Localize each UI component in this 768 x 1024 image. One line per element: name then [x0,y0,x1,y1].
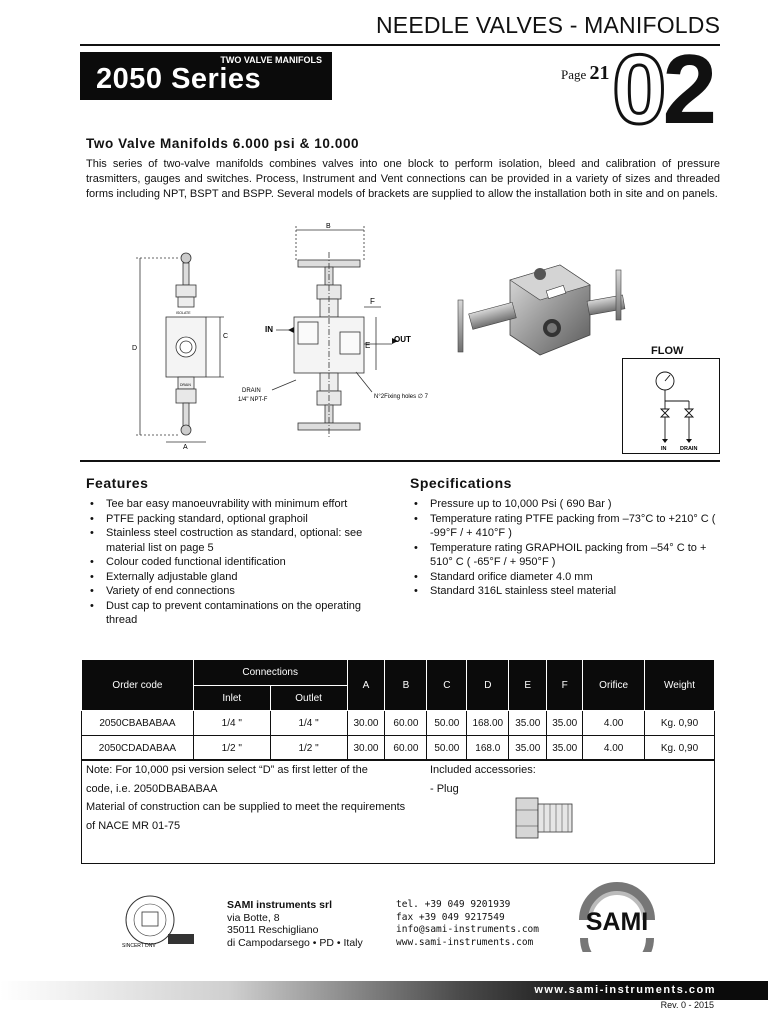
spec-item: • Standard orifice diameter 4.0 mm [411,570,721,585]
col-c: C [427,660,467,711]
feature-item: • Stainless steel costruction as standard, optional: see material list on page 5 [87,526,387,555]
dim-b-label: B [326,223,331,230]
fixing-holes-label: N°2Fixing holes ∅ 7 [374,394,428,400]
table-cell: 168.0 [467,736,509,761]
order-table [81,659,715,761]
in-arrow-icon [288,327,294,333]
table-cell: 2050CDADABAA [82,736,194,761]
series-banner [80,52,332,100]
contact-tel: tel. +39 049 9201939 [396,899,511,910]
col-a: A [347,660,385,711]
certification-seal-icon [120,890,198,950]
flow-label: FLOW [651,345,684,357]
dim-c-label: C [223,333,229,340]
table-cell: 1/4 " [193,711,270,736]
contact-web[interactable]: www.sami-instruments.com [396,936,534,948]
col-b: B [385,660,427,711]
section-number [612,34,714,144]
col-order-code: Order code [82,660,194,711]
flow-in-arrow-icon [662,439,668,443]
side-view-drawing [130,250,240,450]
revision-label: Rev. 0 - 2015 [660,1000,714,1010]
table-cell: 30.00 [347,736,385,761]
company-name: SAMI instruments srl [227,899,333,911]
col-inlet: Inlet [193,686,270,711]
accessories-title: Included accessories: [430,764,536,776]
intro-heading: Two Valve Manifolds 6.000 psi & 10.000 [86,136,360,151]
spec-item: • Temperature rating PTFE packing from –73°C to +210° C ( -99°F / + 410°F ) [411,512,721,541]
product-photo [440,240,630,380]
table-cell: 60.00 [385,711,427,736]
company-block [227,899,363,949]
drain-thread-label: 1/4" NPT-F [238,397,268,403]
col-outlet: Outlet [270,686,347,711]
section-digit-zero: 0 [612,34,663,144]
table-cell: Kg. 0,90 [645,711,715,736]
spec-item: • Standard 316L stainless steel material [411,584,721,599]
series-title: 2050 Series [96,63,262,95]
table-cell: 168.00 [467,711,509,736]
company-address: di Campodarsego • PD • Italy [227,936,363,949]
feature-item: • Externally adjustable gland [87,570,387,585]
note-line: code, i.e. 2050DBABABAA [86,782,218,795]
dim-d-label: D [132,345,138,352]
features-heading: Features [86,475,149,491]
table-cell: 50.00 [427,711,467,736]
page-label: Page [561,67,587,82]
table-cell: 4.00 [583,711,645,736]
col-e: E [509,660,547,711]
table-cell: 30.00 [347,711,385,736]
table-cell: 1/4 " [270,711,347,736]
table-cell: Kg. 0,90 [645,736,715,761]
table-cell: 35.00 [509,736,547,761]
plug-icon [506,794,576,842]
note-line: of NACE MR 01-75 [86,819,181,832]
col-weight: Weight [645,660,715,711]
isolate-tag: ISOLATE [176,311,191,315]
table-cell: 1/2 " [270,736,347,761]
feature-item: • Dust cap to prevent contaminations on the operating thread [87,599,387,628]
flow-schematic [623,359,719,453]
section-digit-two: 2 [662,34,714,144]
dim-f-label: F [370,297,375,306]
company-address: via Botte, 8 [227,911,280,924]
table-cell: 50.00 [427,736,467,761]
drain-label: DRAIN [242,388,261,394]
specifications-heading: Specifications [410,475,512,491]
category-title: NEEDLE VALVES - MANIFOLDS [376,12,721,38]
flow-drain-arrow-icon [686,439,692,443]
feature-item: • Variety of end connections [87,584,387,599]
page-indicator [561,62,610,85]
feature-item: • Tee bar easy manoeuvrability with minimum effort [87,497,387,512]
table-cell: 2050CBABABAA [82,711,194,736]
intro-paragraph: This series of two-valve manifolds combines valves into one block to perform isolation, bleed and calibration of pressure trasmitters, gauges and switches. Process, Instrument and Vent connections can be provided in a variety of sizes and threaded forms including NPT, BSPT and BSPP. Several models of brackets are supplied to allow the installation both in site and on panels. [86,158,720,200]
table-cell: 1/2 " [193,736,270,761]
in-label: IN [265,325,273,334]
flow-drain-label: DRAIN [680,446,698,452]
front-view-drawing [236,222,438,458]
table-cell: 60.00 [385,736,427,761]
company-address: 35011 Reschigliano [227,924,319,936]
cert-text: SINCERT DNV [122,943,156,949]
contact-block [396,899,539,949]
page-number: 21 [589,62,610,84]
note-line: Note: For 10,000 psi version select “D” as first letter of the [86,764,368,776]
table-row [82,736,715,761]
col-connections: Connections [193,660,347,686]
flow-diagram [622,358,720,454]
series-subtitle: TWO VALVE MANIFOLS [220,55,322,65]
drain-tag: DRAIN [180,383,191,387]
table-cell: 35.00 [547,711,583,736]
col-d: D [467,660,509,711]
col-f: F [547,660,583,711]
note-line: Material of construction can be supplied to meet the requirements [86,801,406,813]
out-label: OUT [394,335,411,344]
features-list [87,497,387,628]
flow-in-label: IN [661,446,667,452]
specifications-list [411,497,721,599]
feature-item: • PTFE packing standard, optional graphoil [87,512,387,527]
table-row [82,711,715,736]
table-cell: 4.00 [583,736,645,761]
section-divider [80,460,720,462]
dim-e-label: E [365,341,371,350]
contact-fax: fax +39 049 9217549 [396,911,505,923]
notes-text [86,761,416,835]
sami-logo [576,880,658,952]
table-cell: 35.00 [547,736,583,761]
col-orifice: Orifice [583,660,645,711]
spec-item: • Temperature rating GRAPHOIL packing from –54° C to + 510° C ( -65°F / + 950°F ) [411,541,721,570]
spec-item: • Pressure up to 10,000 Psi ( 690 Bar ) [411,497,721,512]
footer-url[interactable]: www.sami-instruments.com [534,984,716,996]
contact-email[interactable]: info@sami-instruments.com [396,924,539,935]
feature-item: • Colour coded functional identification [87,555,387,570]
accessories-item: - Plug [430,783,459,795]
dim-a-label: A [183,444,188,450]
logo-text: SAMI [585,908,649,936]
table-cell: 35.00 [509,711,547,736]
